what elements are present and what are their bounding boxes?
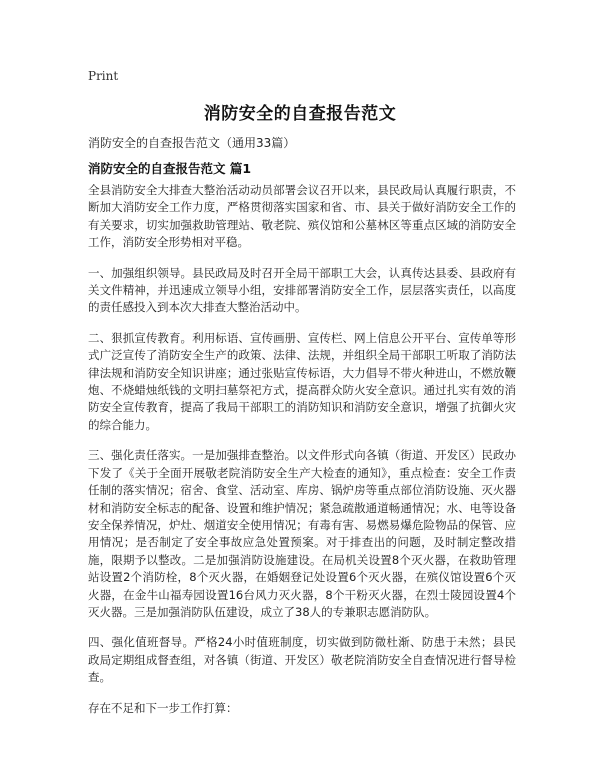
paragraph-responsibility: 三、强化责任落实。一是加强排查整治。以文件形式向各镇（街道、开发区）民政办下发了《关于全面开展敬老院消防安全生产大检查的通知》，重点检查：安全工作责任制的落实情况；宿舍、食堂、活动室、库房、锅炉房等重点部位消防设施、灭火器材和消防安全标志的配备、设置和维护情况；紧急疏散通道畅通情况；水、电等设备安全保养情况，炉灶、烟道安全使用情况；有毒有害、易燃易爆危险物品的保管、应用情况；是否制定了安全事故应急处置预案。对于排查出的问题，及时制定整改措施，限期予以整改。二是加强消防设施建设。在局机关设置8个灭火器，在救助管理站设置2个消防栓，8个灭火器，在婚姻登记处设置6个灭火器，在殡仪馆设置6个灭火器，在金牛山福寿园设置16台风力灭火器，8个干粉灭火器，在烈士陵园设置4个灭火器。三是加强消防队伍建设，成立了38人的专兼职志愿消防队。 xyxy=(88,448,516,619)
paragraph-shortcomings: 存在不足和下一步工作打算： xyxy=(88,700,238,715)
paragraph-intro: 全县消防安全大排查大整治活动动员部署会议召开以来，县民政局认真履行职责，不断加大消防安全工作力度，严格贯彻落实国家和省、市、县关于做好消防安全工作的有关要求，切实加强救助管理站、敬老院、殡仪馆和公墓林区等重点区域的消防安全工作，消防安全形势相对平稳。 xyxy=(88,183,516,250)
paragraph-organization: 一、加强组织领导。县民政局及时召开全局干部职工大会，认真传达县委、县政府有关文件精神，并迅速成立领导小组，安排部署消防安全工作，层层落实责任，以高度的责任感投入到本次大排查大整治活动中。 xyxy=(88,265,516,315)
page-title: 消防安全的自查报告范文 xyxy=(203,104,397,124)
paragraph-supervision: 四、强化值班督导。严格24小时值班制度，切实做到防微杜渐、防患于未然；县民政局定期组成督查组，对各镇（街道、开发区）敬老院消防安全自查情况进行督导检查。 xyxy=(88,635,516,685)
print-label: Print xyxy=(88,69,119,83)
section-heading: 消防安全的自查报告范文 篇1 xyxy=(88,161,252,176)
document-subtitle: 消防安全的自查报告范文（通用33篇） xyxy=(88,136,296,150)
paragraph-publicity: 二、狠抓宣传教育。利用标语、宣传画册、宣传栏、网上信息公开平台、宣传单等形式广泛宣传了消防安全生产的政策、法律、法规，并组织全局干部职工听取了消防法律法规和消防安全知识讲座；通过张贴宣传标语，大力倡导不带火种进山，不燃放鞭炮、不烧蜡烛纸钱的文明扫墓祭祀方式，提高群众防火安全意识。通过扎实有效的消防安全宣传教育，提高了我局干部职工的消防知识和消防安全意识，增强了抗御火灾的综合能力。 xyxy=(88,330,516,432)
article-body xyxy=(88,182,516,730)
